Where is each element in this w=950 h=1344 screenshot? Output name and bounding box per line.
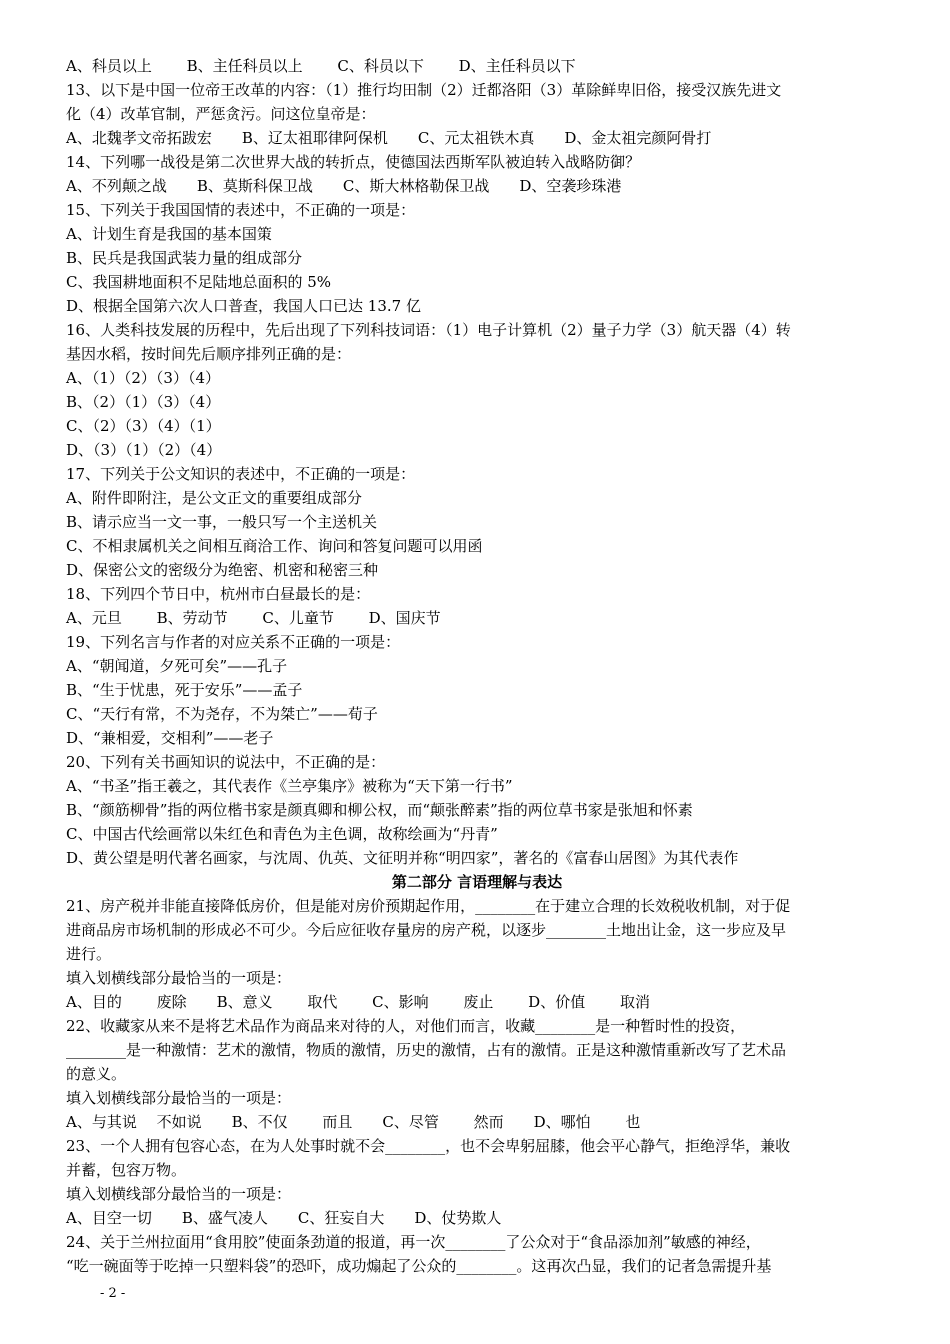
text-line: C、我国耕地面积不足陆地总面积的 5% <box>66 273 332 291</box>
text-line: C、不相隶属机关之间相互商洽工作、询问和答复问题可以用函 <box>66 537 483 555</box>
text-line: A、目空一切 B、盛气凌人 C、狂妄自大 D、仗势欺人 <box>66 1209 502 1227</box>
text-line: B、“生于忧患，死于安乐”——孟子 <box>66 681 303 699</box>
text-line: A、计划生育是我国的基本国策 <box>66 225 272 243</box>
text-line: A、附件即附注，是公文正文的重要组成部分 <box>66 489 362 507</box>
text-line: 进商品房市场机制的形成必不可少。今后应征收存量房的房产税，以逐步________土地出让金，这一步应及早 <box>66 921 787 939</box>
text-line: A、目的 废除 B、意义 取代 C、影响 废止 D、价值 取消 <box>66 993 650 1011</box>
text-line: A、元旦 B、劳动节 C、儿童节 D、国庆节 <box>66 609 441 627</box>
text-line: D、保密公文的密级分为绝密、机密和秘密三种 <box>66 561 379 579</box>
text-line: C、（2）（3）（4）（1） <box>66 417 221 435</box>
text-line: 17、下列关于公文知识的表述中，不正确的一项是： <box>66 465 416 483</box>
text-line: 20、下列有关书画知识的说法中，不正确的是： <box>66 753 386 771</box>
text-line: 18、下列四个节日中，杭州市白昼最长的是： <box>66 585 371 603</box>
text-line: A、“朝闻道，夕死可矣”——孔子 <box>66 657 288 675</box>
text-line: A、不列颠之战 B、莫斯科保卫战 C、斯大林格勒保卫战 D、空袭珍珠港 <box>66 177 622 195</box>
text-line: C、中国古代绘画常以朱红色和青色为主色调，故称绘画为“丹青” <box>66 825 498 843</box>
text-line: 化（4）改革官制，严惩贪污。问这位皇帝是： <box>66 105 376 123</box>
page-number: - 2 - <box>100 1286 126 1301</box>
text-line: 16、人类科技发展的历程中，先后出现了下列科技词语：（1）电子计算机（2）量子力学（3）航天器（4）转 <box>66 321 791 339</box>
document-page <box>66 54 888 1278</box>
text-line: 的意义。 <box>66 1065 127 1083</box>
text-line: “吃一碗面等于吃掉一只塑料袋”的恐吓，成功煽起了公众的________。这再次凸显，我们的记者急需提升基 <box>66 1257 772 1275</box>
text-line: 22、收藏家从来不是将艺术品作为商品来对待的人，对他们而言，收藏________是一种暂时性的投资， <box>66 1017 746 1035</box>
text-line: D、根据全国第六次人口普查，我国人口已达 13.7 亿 <box>66 297 421 315</box>
text-line: 19、下列名言与作者的对应关系不正确的一项是： <box>66 633 401 651</box>
text-line: B、民兵是我国武装力量的组成部分 <box>66 249 303 267</box>
text-line: D、（3）（1）（2）（4） <box>66 441 222 459</box>
section-title: 第二部分 言语理解与表达 <box>391 873 563 891</box>
text-line: 填入划横线部分最恰当的一项是： <box>66 1089 292 1107</box>
text-line: D、黄公望是明代著名画家，与沈周、仇英、文征明并称“明四家”，著名的《富春山居图》为其代表作 <box>66 849 739 867</box>
text-line: 24、关于兰州拉面用“食用胶”使面条劲道的报道，再一次________了公众对于“食品添加剂”敏感的神经， <box>66 1233 761 1251</box>
question-block-part1 <box>66 54 888 870</box>
text-line: B、（2）（1）（3）（4） <box>66 393 221 411</box>
text-line: A、科员以上 B、主任科员以上 C、科员以下 D、主任科员以下 <box>66 57 576 75</box>
text-line: 并蓄，包容万物。 <box>66 1161 187 1179</box>
text-line: 进行。 <box>66 945 112 963</box>
text-line: A、“书圣”指王羲之，其代表作《兰亭集序》被称为“天下第一行书” <box>66 777 513 795</box>
text-line: B、“颜筋柳骨”指的两位楷书家是颜真卿和柳公权，而“颠张醉素”指的两位草书家是张旭和怀素 <box>66 801 693 819</box>
text-line: A、北魏孝文帝拓跋宏 B、辽太祖耶律阿保机 C、元太祖铁木真 D、金太祖完颜阿骨打 <box>66 129 712 147</box>
text-line: 14、下列哪一战役是第二次世界大战的转折点，使德国法西斯军队被迫转入战略防御？ <box>66 153 641 171</box>
text-line: B、请示应当一文一事，一般只写一个主送机关 <box>66 513 378 531</box>
text-line: C、“天行有常，不为尧存，不为桀亡”——荀子 <box>66 705 378 723</box>
text-line: A、（1）（2）（3）（4） <box>66 369 221 387</box>
text-line: 21、房产税并非能直接降低房价，但是能对房价预期起作用，________在于建立合理的长效税收机制，对于促 <box>66 897 791 915</box>
text-line: 填入划横线部分最恰当的一项是： <box>66 1185 292 1203</box>
text-line: D、“兼相爱，交相利”——老子 <box>66 729 274 747</box>
text-line: 15、下列关于我国国情的表述中，不正确的一项是： <box>66 201 416 219</box>
text-line: 填入划横线部分最恰当的一项是： <box>66 969 292 987</box>
text-line: ________是一种激情：艺术的激情，物质的激情，历史的激情，占有的激情。正是这种激情重新改写了艺术品 <box>66 1041 787 1059</box>
text-line: 基因水稻，按时间先后顺序排列正确的是： <box>66 345 352 363</box>
text-line: 23、一个人拥有包容心态，在为人处事时就不会________，也不会卑躬屈膝，他会平心静气，拒绝浮华，兼收 <box>66 1137 791 1155</box>
text-line: 13、以下是中国一位帝王改革的内容：（1）推行均田制（2）迁都洛阳（3）革除鲜卑旧俗，接受汉族先进文 <box>66 81 782 99</box>
text-line: A、与其说 不如说 B、不仅 而且 C、尽管 然而 D、哪怕 也 <box>66 1113 641 1131</box>
question-block-part2 <box>66 894 888 1278</box>
